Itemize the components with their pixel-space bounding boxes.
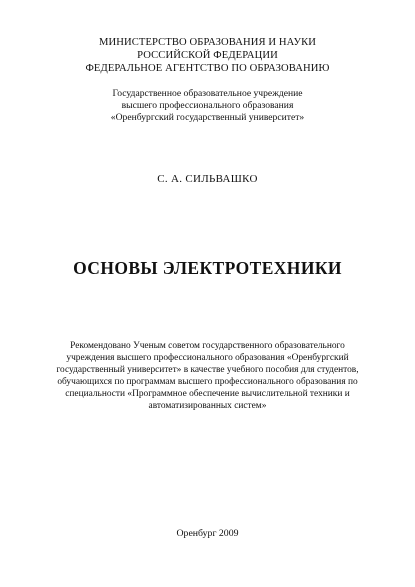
recommendation-line: государственный университет» в качестве учебного пособия для студентов, xyxy=(56,365,359,375)
author-name: С. А. СИЛЬВАШКО xyxy=(157,173,258,185)
institution-line: Государственное образовательное учреждение xyxy=(112,88,303,99)
ministry-line: МИНИСТЕРСТВО ОБРАЗОВАНИЯ И НАУКИ xyxy=(98,37,317,48)
recommendation-line: автоматизированных систем» xyxy=(148,401,267,411)
recommendation-note xyxy=(0,340,415,412)
book-title: ОСНОВЫ ЭЛЕКТРОТЕХНИКИ xyxy=(73,258,342,278)
institution-line: «Оренбургский государственный университет» xyxy=(110,112,305,123)
recommendation-line: учреждения высшего профессионального образования «Оренбургский xyxy=(66,353,349,363)
imprint-city-year: Оренбург 2009 xyxy=(176,528,239,539)
ministry-header xyxy=(0,36,415,75)
recommendation-line: Рекомендовано Ученым советом государственного образовательного xyxy=(70,341,345,351)
recommendation-line: специальности «Программное обеспечение вычислительной техники и xyxy=(65,389,350,399)
ministry-line: ФЕДЕРАЛЬНОЕ АГЕНТСТВО ПО ОБРАЗОВАНИЮ xyxy=(85,63,330,74)
institution-line: высшего профессионального образования xyxy=(121,100,294,111)
ministry-line: РОССИЙСКОЙ ФЕДЕРАЦИИ xyxy=(137,50,278,61)
recommendation-line: обучающихся по программам высшего профессионального образования по xyxy=(57,377,358,387)
institution-name xyxy=(0,88,415,124)
